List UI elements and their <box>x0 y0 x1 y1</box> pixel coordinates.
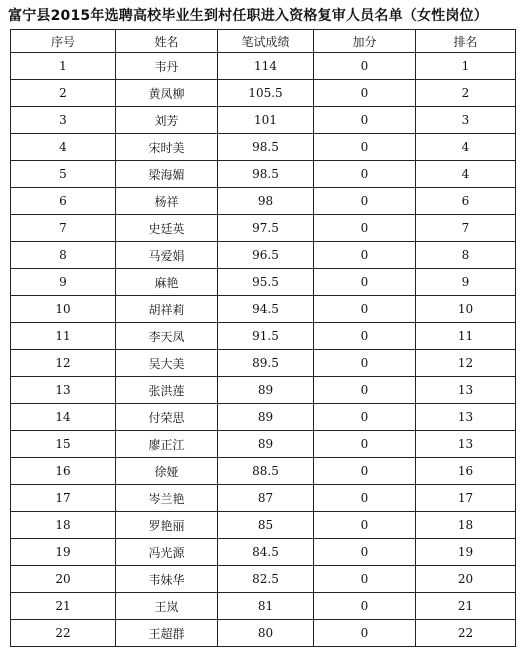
cell-name: 王岚 <box>116 593 218 620</box>
header-bonus: 加分 <box>314 30 416 53</box>
cell-seq: 20 <box>11 566 116 593</box>
cell-seq: 3 <box>11 107 116 134</box>
cell-rank: 10 <box>416 296 516 323</box>
header-score: 笔试成绩 <box>218 30 314 53</box>
header-name: 姓名 <box>116 30 218 53</box>
cell-name: 李天凤 <box>116 323 218 350</box>
table-row <box>11 377 516 404</box>
cell-seq: 11 <box>11 323 116 350</box>
table-row <box>11 188 516 215</box>
cell-rank: 2 <box>416 80 516 107</box>
cell-name: 刘芳 <box>116 107 218 134</box>
cell-rank: 8 <box>416 242 516 269</box>
table-row <box>11 161 516 188</box>
cell-seq: 16 <box>11 458 116 485</box>
cell-name: 韦丹 <box>116 53 218 80</box>
cell-score: 89 <box>218 431 314 458</box>
cell-bonus: 0 <box>314 107 416 134</box>
cell-score: 96.5 <box>218 242 314 269</box>
cell-rank: 20 <box>416 566 516 593</box>
cell-seq: 2 <box>11 80 116 107</box>
cell-bonus: 0 <box>314 404 416 431</box>
cell-name: 廖正江 <box>116 431 218 458</box>
cell-seq: 8 <box>11 242 116 269</box>
cell-rank: 13 <box>416 404 516 431</box>
cell-score: 101 <box>218 107 314 134</box>
page-title: 富宁县2015年选聘高校毕业生到村任职进入资格复审人员名单（女性岗位） <box>8 8 488 24</box>
cell-rank: 21 <box>416 593 516 620</box>
cell-rank: 17 <box>416 485 516 512</box>
cell-rank: 4 <box>416 134 516 161</box>
table-row <box>11 215 516 242</box>
table-row <box>11 404 516 431</box>
table-row <box>11 485 516 512</box>
cell-score: 98.5 <box>218 161 314 188</box>
cell-bonus: 0 <box>314 53 416 80</box>
cell-seq: 5 <box>11 161 116 188</box>
cell-bonus: 0 <box>314 161 416 188</box>
cell-bonus: 0 <box>314 593 416 620</box>
cell-bonus: 0 <box>314 485 416 512</box>
cell-score: 80 <box>218 620 314 647</box>
cell-score: 95.5 <box>218 269 314 296</box>
cell-seq: 15 <box>11 431 116 458</box>
cell-bonus: 0 <box>314 323 416 350</box>
cell-rank: 12 <box>416 350 516 377</box>
table-row <box>11 80 516 107</box>
cell-score: 97.5 <box>218 215 314 242</box>
cell-name: 胡祥莉 <box>116 296 218 323</box>
cell-name: 罗艳丽 <box>116 512 218 539</box>
cell-name: 宋时美 <box>116 134 218 161</box>
table-row <box>11 350 516 377</box>
cell-name: 岑兰艳 <box>116 485 218 512</box>
table-row <box>11 431 516 458</box>
table-row <box>11 566 516 593</box>
cell-name: 冯光源 <box>116 539 218 566</box>
cell-bonus: 0 <box>314 620 416 647</box>
cell-name: 梁海媚 <box>116 161 218 188</box>
cell-bonus: 0 <box>314 188 416 215</box>
cell-rank: 4 <box>416 161 516 188</box>
cell-seq: 12 <box>11 350 116 377</box>
cell-score: 81 <box>218 593 314 620</box>
cell-score: 85 <box>218 512 314 539</box>
cell-score: 89 <box>218 377 314 404</box>
cell-seq: 1 <box>11 53 116 80</box>
header-rank: 排名 <box>416 30 516 53</box>
table-row <box>11 242 516 269</box>
cell-name: 王超群 <box>116 620 218 647</box>
cell-score: 98 <box>218 188 314 215</box>
cell-score: 105.5 <box>218 80 314 107</box>
candidate-table <box>10 29 516 647</box>
cell-seq: 10 <box>11 296 116 323</box>
cell-bonus: 0 <box>314 566 416 593</box>
cell-name: 史廷英 <box>116 215 218 242</box>
cell-seq: 19 <box>11 539 116 566</box>
cell-bonus: 0 <box>314 377 416 404</box>
table-row <box>11 512 516 539</box>
table-row <box>11 323 516 350</box>
cell-bonus: 0 <box>314 350 416 377</box>
cell-seq: 21 <box>11 593 116 620</box>
table-row <box>11 269 516 296</box>
cell-name: 韦妹华 <box>116 566 218 593</box>
cell-rank: 22 <box>416 620 516 647</box>
cell-score: 89 <box>218 404 314 431</box>
table-row <box>11 620 516 647</box>
cell-bonus: 0 <box>314 539 416 566</box>
cell-score: 98.5 <box>218 134 314 161</box>
cell-rank: 6 <box>416 188 516 215</box>
cell-bonus: 0 <box>314 296 416 323</box>
cell-score: 114 <box>218 53 314 80</box>
cell-name: 徐娅 <box>116 458 218 485</box>
cell-name: 张洪莲 <box>116 377 218 404</box>
cell-seq: 22 <box>11 620 116 647</box>
cell-rank: 9 <box>416 269 516 296</box>
cell-score: 91.5 <box>218 323 314 350</box>
cell-seq: 6 <box>11 188 116 215</box>
table-row <box>11 593 516 620</box>
cell-seq: 17 <box>11 485 116 512</box>
table-row <box>11 107 516 134</box>
cell-name: 杨祥 <box>116 188 218 215</box>
cell-rank: 7 <box>416 215 516 242</box>
cell-rank: 18 <box>416 512 516 539</box>
cell-bonus: 0 <box>314 134 416 161</box>
table-row <box>11 458 516 485</box>
cell-seq: 4 <box>11 134 116 161</box>
cell-seq: 7 <box>11 215 116 242</box>
table-row <box>11 539 516 566</box>
table-row <box>11 134 516 161</box>
cell-rank: 19 <box>416 539 516 566</box>
header-row <box>11 30 516 53</box>
cell-rank: 13 <box>416 377 516 404</box>
cell-score: 89.5 <box>218 350 314 377</box>
cell-name: 付荣思 <box>116 404 218 431</box>
cell-bonus: 0 <box>314 458 416 485</box>
cell-score: 82.5 <box>218 566 314 593</box>
table-body <box>11 53 516 647</box>
cell-rank: 3 <box>416 107 516 134</box>
cell-rank: 11 <box>416 323 516 350</box>
cell-bonus: 0 <box>314 80 416 107</box>
cell-bonus: 0 <box>314 269 416 296</box>
cell-name: 马爱娟 <box>116 242 218 269</box>
cell-seq: 9 <box>11 269 116 296</box>
cell-bonus: 0 <box>314 215 416 242</box>
table-row <box>11 53 516 80</box>
cell-name: 麻艳 <box>116 269 218 296</box>
table-row <box>11 296 516 323</box>
cell-score: 94.5 <box>218 296 314 323</box>
cell-seq: 13 <box>11 377 116 404</box>
cell-rank: 13 <box>416 431 516 458</box>
cell-bonus: 0 <box>314 512 416 539</box>
cell-rank: 16 <box>416 458 516 485</box>
cell-name: 黄凤柳 <box>116 80 218 107</box>
cell-seq: 18 <box>11 512 116 539</box>
cell-score: 87 <box>218 485 314 512</box>
cell-rank: 1 <box>416 53 516 80</box>
cell-name: 吴大美 <box>116 350 218 377</box>
header-seq: 序号 <box>11 30 116 53</box>
cell-score: 84.5 <box>218 539 314 566</box>
cell-bonus: 0 <box>314 431 416 458</box>
cell-seq: 14 <box>11 404 116 431</box>
cell-bonus: 0 <box>314 242 416 269</box>
cell-score: 88.5 <box>218 458 314 485</box>
